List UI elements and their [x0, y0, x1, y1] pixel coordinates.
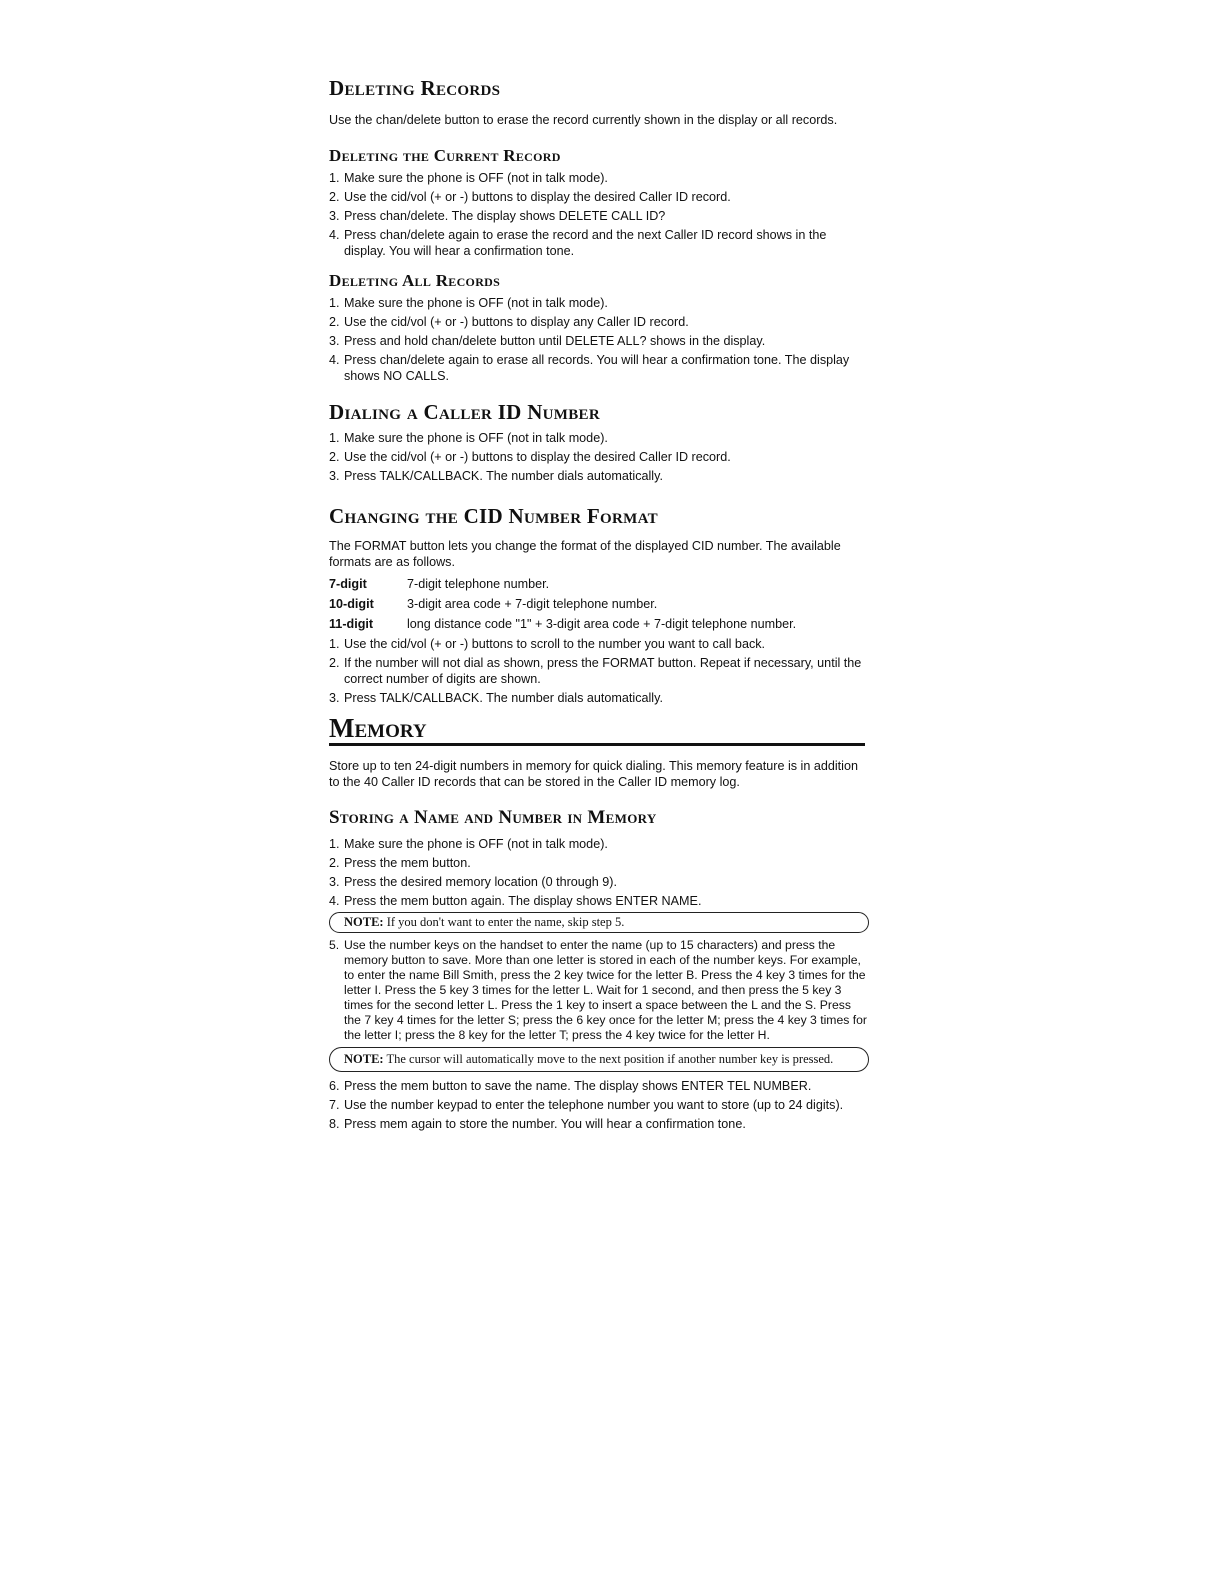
list-item: 2. Use the cid/vol (+ or -) buttons to display any Caller ID record.: [329, 315, 689, 329]
format-row: [329, 576, 869, 592]
deleting-all-heading: Deleting All Records: [329, 271, 501, 290]
manual-page: [329, 68, 869, 1135]
format-term: 10-digit: [329, 597, 374, 611]
list-item: 3. Press the desired memory location (0 through 9).: [329, 875, 617, 889]
format-term: 7-digit: [329, 577, 367, 591]
note-box: [329, 1047, 869, 1072]
list-item: 4. Press the mem button again. The display shows ENTER NAME.: [329, 894, 702, 908]
format-desc: long distance code "1" + 3-digit area code + 7-digit telephone number.: [407, 617, 797, 631]
list-item: 4. Press chan/delete again to erase all records. You will hear a confirmation tone. The display shows NO CALLS.: [329, 353, 850, 383]
list-item: 6. Press the mem button to save the name. The display shows ENTER TEL NUMBER.: [329, 1079, 812, 1093]
dialing-heading: Dialing a Caller ID Number: [329, 400, 600, 424]
list-item: 3. Press chan/delete. The display shows DELETE CALL ID?: [329, 209, 666, 223]
format-heading: Changing the CID Number Format: [329, 504, 658, 528]
list-item: 2. Press the mem button.: [329, 856, 471, 870]
list-item: 1. Make sure the phone is OFF (not in talk mode).: [329, 171, 608, 185]
list-item: 5. Use the number keys on the handset to enter the name (up to 15 characters) and press the memory button to save. More than one letter is stored in each of the number keys. For example, to enter the name Bill Smith, press the 2 key twice for the letter B. Press the 4 key 3 times for the letter I. Press the 5 key 3 times for the letter L. Wait for 1 second, and then press the 5 key 3 times for the second letter L. Press the 1 key to insert a space between the L and the S. Press the 7 key 4 times for the letter S; press the 6 key once for the letter M; press the 4 key 3 times for the letter I; press the 8 key for the letter T; press the 4 key twice for the letter H.: [329, 938, 867, 1042]
note-text: The cursor will automatically move to the next position if another number key is pressed.: [386, 1052, 834, 1066]
list-item: 3. Press TALK/CALLBACK. The number dials automatically.: [329, 469, 663, 483]
list-item: 3. Press TALK/CALLBACK. The number dials automatically.: [329, 691, 663, 705]
storing-steps-b: [329, 1078, 869, 1132]
note-label: NOTE:: [344, 915, 384, 929]
list-item: 2. If the number will not dial as shown, press the FORMAT button. Repeat if necessary, until the correct number of digits are shown.: [329, 656, 862, 686]
deleting-records-heading: Deleting Records: [329, 76, 501, 100]
storing-heading: Storing a Name and Number in Memory: [329, 807, 657, 828]
dialing-steps: [329, 430, 869, 484]
memory-heading: Memory: [329, 713, 427, 743]
storing-step-5: [329, 938, 869, 1043]
storing-steps-a: [329, 836, 869, 909]
list-item: 2. Use the cid/vol (+ or -) buttons to display the desired Caller ID record.: [329, 450, 731, 464]
deleting-current-steps: [329, 170, 869, 259]
list-item: 4. Press chan/delete again to erase the record and the next Caller ID record shows in the display. You will hear a confirmation tone.: [329, 228, 827, 258]
list-item: 8. Press mem again to store the number. You will hear a confirmation tone.: [329, 1117, 746, 1131]
list-item: 2. Use the cid/vol (+ or -) buttons to display the desired Caller ID record.: [329, 190, 731, 204]
format-row: [329, 616, 869, 632]
list-item: 7. Use the number keypad to enter the telephone number you want to store (up to 24 digits).: [329, 1098, 844, 1112]
format-intro: The FORMAT button lets you change the format of the displayed CID number. The available formats are as follows.: [329, 539, 841, 569]
format-desc: 3-digit area code + 7-digit telephone number.: [407, 597, 658, 611]
note-label: NOTE:: [344, 1052, 384, 1066]
deleting-current-heading: Deleting the Current Record: [329, 146, 561, 165]
format-desc: 7-digit telephone number.: [407, 577, 550, 591]
note-box: [329, 912, 869, 933]
memory-intro: Store up to ten 24-digit numbers in memory for quick dialing. This memory feature is in addition to the 40 Caller ID records that can be stored in the Caller ID memory log.: [329, 759, 858, 789]
section-divider: [329, 743, 865, 746]
list-item: 3. Press and hold chan/delete button until DELETE ALL? shows in the display.: [329, 334, 766, 348]
format-row: [329, 596, 869, 612]
list-item: 1. Make sure the phone is OFF (not in talk mode).: [329, 431, 608, 445]
list-item: 1. Make sure the phone is OFF (not in talk mode).: [329, 837, 608, 851]
note-text: If you don't want to enter the name, skip step 5.: [386, 915, 625, 929]
list-item: 1. Make sure the phone is OFF (not in talk mode).: [329, 296, 608, 310]
format-definitions: [329, 576, 869, 632]
deleting-records-intro: Use the chan/delete button to erase the record currently shown in the display or all records.: [329, 113, 838, 127]
format-steps: [329, 636, 869, 706]
list-item: 1. Use the cid/vol (+ or -) buttons to scroll to the number you want to call back.: [329, 637, 766, 651]
format-term: 11-digit: [329, 617, 374, 631]
deleting-all-steps: [329, 295, 869, 384]
